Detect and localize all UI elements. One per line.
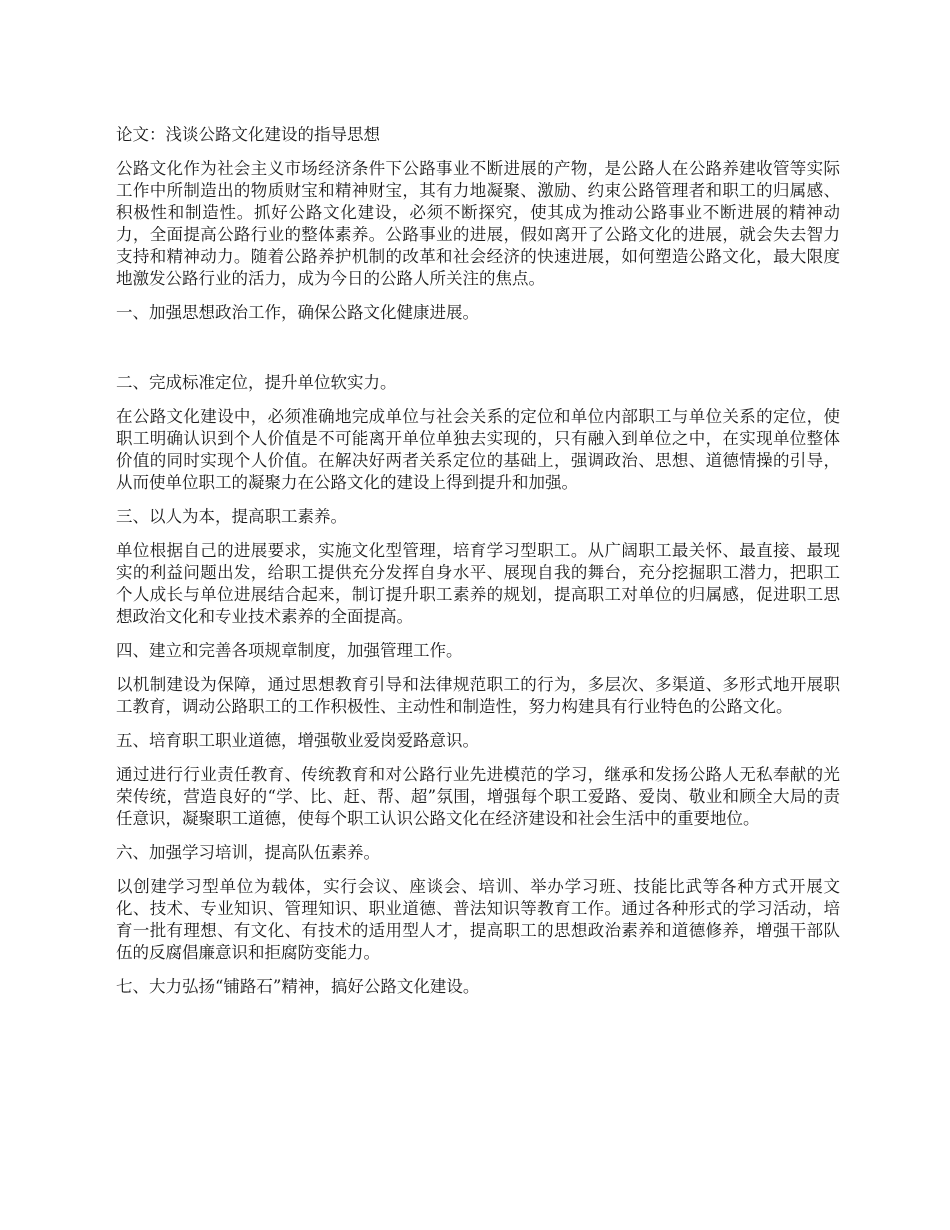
section-1-heading: 一、加强思想政治工作，确保公路文化健康进展。 bbox=[116, 303, 479, 322]
section-7-heading: 七、大力弘扬“铺路石”精神，搞好公路文化建设。 bbox=[116, 977, 480, 996]
section-4-body: 以机制建设为保障，通过思想教育引导和法律规范职工的行为，多层次、多渠道、多形式地开展职工教育，调动公路职工的工作积极性、主动性和制造性，努力构建具有行业特色的公路文化。 bbox=[116, 675, 840, 716]
section-4-heading: 四、建立和完善各项规章制度，加强管理工作。 bbox=[116, 641, 463, 660]
section-5-body: 通过进行行业责任教育、传统教育和对公路行业先进模范的学习，继承和发扬公路人无私奉献的光荣传统，营造良好的“学、比、赶、帮、超”氛围，增强每个职工爱路、爱岗、敬业和顾全大局的责任意识，凝聚职工道德，使每个职工认识公路文化在经济建设和社会生活中的重要地位。 bbox=[116, 765, 840, 828]
intro-paragraph: 公路文化作为社会主义市场经济条件下公路事业不断进展的产物，是公路人在公路养建收管等实际工作中所制造出的物质财宝和精神财宝，其有力地凝聚、激励、约束公路管理者和职工的归属感、积极性和制造性。抓好公路文化建设，必须不断探究，使其成为推动公路事业不断进展的精神动力，全面提高公路行业的整体素养。公路事业的进展，假如离开了公路文化的进展，就会失去智力支持和精神动力。随着公路养护机制的改革和社会经济的快速进展，如何塑造公路文化，最大限度地激发公路行业的活力，成为今日的公路人所关注的焦点。 bbox=[116, 159, 840, 288]
document-page bbox=[116, 124, 840, 1010]
section-3-heading: 三、以人为本，提高职工素养。 bbox=[116, 507, 347, 526]
section-1-blank bbox=[116, 336, 840, 372]
section-2-heading: 二、完成标准定位，提升单位软实力。 bbox=[116, 373, 397, 392]
section-2-body: 在公路文化建设中，必须准确地完成单位与社会关系的定位和单位内部职工与单位关系的定位，使职工明确认识到个人价值是不可能离开单位单独去实现的，只有融入到单位之中，在实现单位整体价值的同时实现个人价值。在解决好两者关系定位的基础上，强调政治、思想、道德情操的引导，从而使单位职工的凝聚力在公路文化的建设上得到提升和加强。 bbox=[116, 407, 840, 492]
document-title: 论文：浅谈公路文化建设的指导思想 bbox=[116, 125, 380, 144]
section-6-body: 以创建学习型单位为载体，实行会议、座谈会、培训、举办学习班、技能比武等各种方式开展文化、技术、专业知识、管理知识、职业道德、普法知识等教育工作。通过各种形式的学习活动，培育一批有理想、有文化、有技术的适用型人才，提高职工的思想政治素养和道德修养，增强干部队伍的反腐倡廉意识和拒腐防变能力。 bbox=[116, 877, 840, 962]
section-6-heading: 六、加强学习培训，提高队伍素养。 bbox=[116, 843, 380, 862]
section-5-heading: 五、培育职工职业道德，增强敬业爱岗爱路意识。 bbox=[116, 731, 479, 750]
section-3-body: 单位根据自己的进展要求，实施文化型管理，培育学习型职工。从广阔职工最关怀、最直接、最现实的利益问题出发，给职工提供充分发挥自身水平、展现自我的舞台，充分挖掘职工潜力，把职工个人成长与单位进展结合起来，制订提升职工素养的规划，提高职工对单位的归属感，促进职工思想政治文化和专业技术素养的全面提高。 bbox=[116, 541, 840, 626]
